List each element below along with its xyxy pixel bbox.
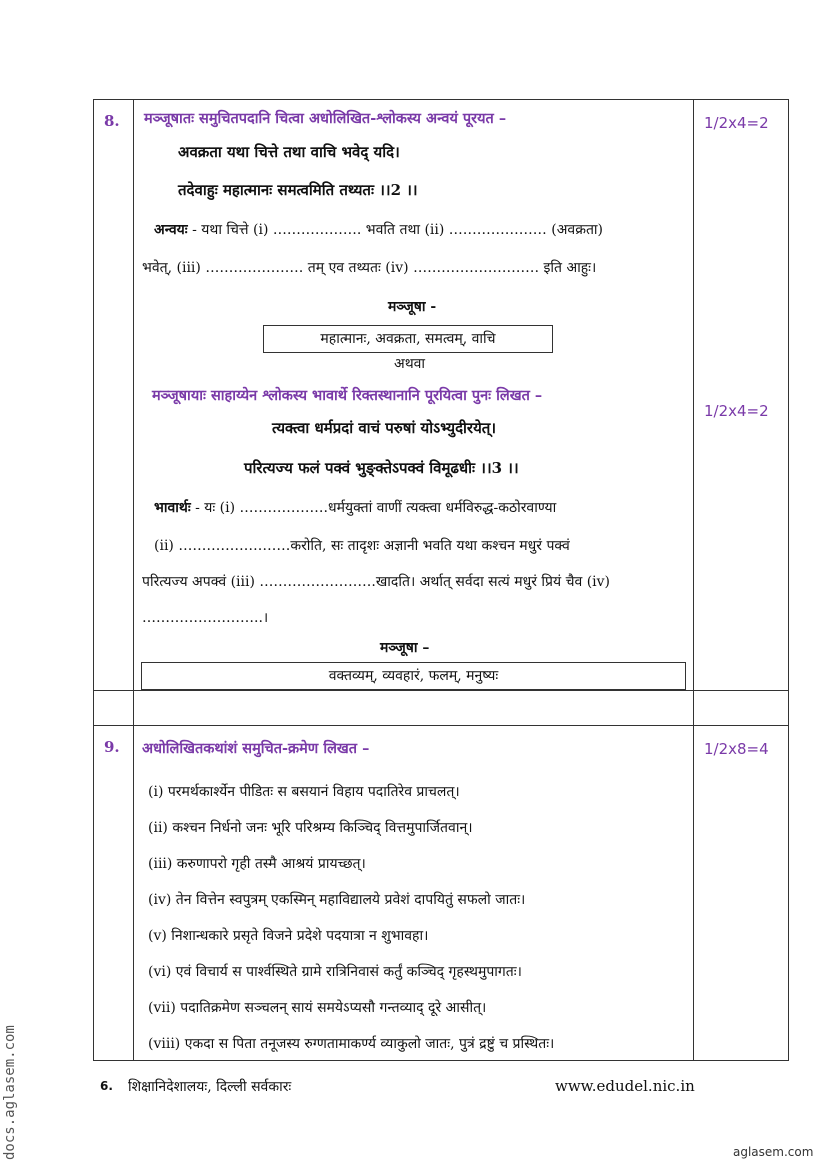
footer-page-number: 6. bbox=[100, 1079, 113, 1093]
q8-verse1-line2: तदेवाहुः महात्मानः समत्वमिति तथ्यतः ।।2 ।। bbox=[178, 181, 418, 199]
q8-verse2-line1: त्यक्त्वा धर्मप्रदां वाचं परुषां योऽभ्युदीरयेत्। bbox=[272, 419, 497, 437]
q9-item-1: (i) परमर्थकार्श्येन पीडितः स बसयानं विहाय पदातिरेव प्राचलत्। bbox=[148, 784, 460, 800]
q8-manjusha1-box: महात्मानः, अवक्रता, समत्वम्, वाचि bbox=[263, 325, 553, 353]
q8-athava: अथवा bbox=[394, 356, 426, 372]
q9-instruction: अधोलिखितकथांशं समुचित-क्रमेण लिखत – bbox=[142, 740, 370, 757]
anvaya-text-1: - यथा चित्ते (i) ………………. भवति तथा (ii) ………………… (अवक्रता) bbox=[187, 222, 604, 238]
q9-number-cell bbox=[94, 726, 134, 1061]
q8-instruction-1: मञ्जूषातः समुचितपदानि चित्वा अधोलिखित-श्लोकस्य अन्वयं पूरयत – bbox=[144, 110, 507, 127]
q9-item-7: (vii) पदातिक्रमेण सञ्चलन् सायं समयेऽप्यसौ गन्तव्याद् दूरे आसीत्। bbox=[148, 1000, 487, 1016]
q8-marks-1: 1/2x4=2 bbox=[704, 114, 769, 132]
q8-bhavartha-line3: परित्यज्य अपक्वं (iii) …………………….खादति। अर्थात् सर्वदा सत्यं मधुरं प्रियं चैव (iv) bbox=[142, 574, 611, 590]
spacer-cell-3 bbox=[694, 691, 789, 726]
footer-url[interactable]: www.edudel.nic.in bbox=[555, 1077, 695, 1095]
q8-instruction-2: मञ्जूषायाः साहाय्येन श्लोकस्य भावार्थे रिक्तस्थानानि पूरयित्वा पुनः लिखत – bbox=[152, 387, 543, 404]
side-watermark: docs.aglasem.com bbox=[2, 1025, 18, 1160]
q9-number: 9. bbox=[104, 738, 120, 756]
q9-item-2: (ii) कश्चन निर्धनो जनः भूरि परिश्रम्य किञ्चिद् वित्तमुपार्जितवान्। bbox=[148, 820, 473, 836]
question-table bbox=[93, 99, 789, 1061]
anvaya-label: अन्वयः bbox=[154, 222, 188, 238]
q9-item-6: (vi) एवं विचार्य स पार्श्वस्थिते ग्रामे रात्रिनिवासं कर्तुं कञ्चिद् गृहस्थमुपागतः। bbox=[148, 964, 522, 980]
q9-item-3: (iii) करुणापरो गृही तस्मै आश्रयं प्रायच्छत्। bbox=[148, 856, 366, 872]
q8-bhavartha-line2: (ii) ……………………करोति, सः तादृशः अज्ञानी भवति यथा कश्चन मधुरं पक्वं bbox=[154, 538, 570, 554]
q8-content-cell bbox=[134, 100, 694, 691]
q9-content-cell bbox=[134, 726, 694, 1061]
spacer-cell-2 bbox=[134, 691, 694, 726]
q8-marks-cell bbox=[694, 100, 789, 691]
spacer-cell-1 bbox=[94, 691, 134, 726]
q8-anvaya-line2: भवेत्, (iii) ………………… तम् एव तथ्यतः (iv) ……………………… इति आहुः। bbox=[142, 260, 597, 276]
q9-marks: 1/2x8=4 bbox=[704, 740, 769, 758]
q9-item-5: (v) निशान्धकारे प्रसृते विजने प्रदेशे पदयात्रा न शुभावहा। bbox=[148, 928, 429, 944]
q8-bhavartha-line4: ……………………..। bbox=[142, 610, 269, 626]
bhavartha-text-1: - यः (i) ……………….धर्मयुक्तां वाणीं त्यक्त्वा धर्मविरुद्ध-कठोरवाण्या bbox=[190, 500, 557, 516]
q8-verse2-line2: परित्यज्य फलं पक्वं भुङ्क्तेऽपक्वं विमूढधीः ।।3 ।। bbox=[244, 459, 519, 477]
q9-item-8: (viii) एकदा स पिता तनूजस्य रुग्णतामाकर्ण्य व्याकुलो जातः, पुत्रं द्रष्टुं च प्रस्थितः। bbox=[148, 1036, 555, 1052]
brand-text: aglasem.com bbox=[733, 1145, 814, 1159]
q8-manjusha2-label: मञ्जूषा – bbox=[380, 640, 430, 656]
q8-marks-2: 1/2x4=2 bbox=[704, 402, 769, 420]
q8-bhavartha-line1 bbox=[154, 500, 556, 517]
q9-item-4: (iv) तेन वित्तेन स्वपुत्रम् एकस्मिन् महाविद्यालये प्रवेशं दापयितुं सफलो जातः। bbox=[148, 892, 526, 908]
q8-number-cell bbox=[94, 100, 134, 691]
q8-manjusha1-label: मञ्जूषा - bbox=[388, 299, 437, 315]
q9-marks-cell bbox=[694, 726, 789, 1061]
q8-anvaya-line1 bbox=[154, 222, 603, 239]
q8-verse1-line1: अवक्रता यथा चित्ते तथा वाचि भवेद् यदि। bbox=[178, 143, 400, 161]
bhavartha-label: भावार्थः bbox=[154, 500, 191, 516]
q8-manjusha2-box: वक्तव्यम्, व्यवहारं, फलम्, मनुष्यः bbox=[141, 662, 686, 690]
footer-department: शिक्षानिदेशालयः, दिल्ली सर्वकारः bbox=[128, 1079, 292, 1095]
q8-number: 8. bbox=[104, 112, 120, 130]
